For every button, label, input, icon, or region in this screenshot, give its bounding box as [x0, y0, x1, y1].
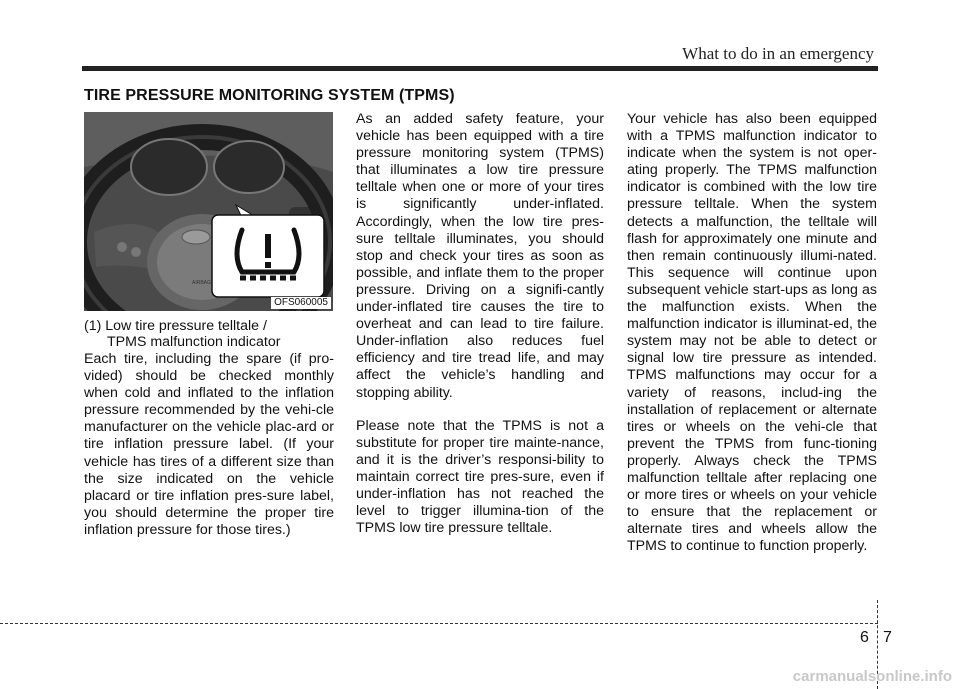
section-title: TIRE PRESSURE MONITORING SYSTEM (TPMS): [84, 87, 455, 104]
column-3: [627, 111, 877, 571]
airbag-label: AIRBAG: [192, 280, 211, 286]
paragraph-not-substitute: Please note that the TPMS is not a substitute for proper tire mainte-nance, and it is the driver’s responsi-bility to maintain correct tire pres-sure, even if under-inflation has not reached the level to trigger illumina-tion of the TPMS low tire pressure telltale.: [356, 417, 604, 537]
caption-line-2: TPMS malfunction indicator: [107, 334, 281, 350]
paragraph-safety-feature: As an added safety feature, your vehicle has been equipped with a tire pressure monitoring system (TPMS) that illuminates a low tire pressure telltale when one or more of your tires is significantly under-inflated. Accordingly, when the low tire pres-sure telltale illuminates, you should stop and check your tires as soon as possible, and inflate them to the proper pressure. Driving on a signifi-cantly under-inflated tire causes the tire to overheat and can lead to tire failure. Under-inflation also reduces fuel efficiency and tire tread life, and may affect the vehicle’s handling and stopping ability.: [356, 111, 604, 401]
caption-line-1: (1) Low tire pressure telltale /: [84, 318, 267, 334]
running-head: What to do in an emergency: [682, 44, 874, 63]
steering-wheel-figure: [84, 112, 333, 311]
steering-wheel-illustration: [84, 112, 333, 311]
footer-rule: [0, 623, 878, 624]
page-number: 7: [883, 629, 892, 646]
figure-code: OFS060005: [271, 297, 331, 309]
chapter-number: 6: [860, 629, 869, 646]
watermark: carmanualsonline.info: [792, 668, 952, 685]
header-rule: [82, 66, 878, 71]
figure-caption: [84, 318, 334, 350]
paragraph-malfunction-indicator: Your vehicle has also been equipped with a TPMS malfunction indicator to indicate when the system is not oper-ating properly. The TPMS malfunction indicator is combined with the low tire pressure telltale. When the system detects a malfunction, the telltale will flash for approximately one minute and then remain continuously illumi-nated. This sequence will continue upon subsequent vehicle start-ups as long as the malfunction exists. When the malfunction indicator is illuminat-ed, the system may not be able to detect or signal low tire pressure as intended. TPMS malfunctions may occur for a variety of reasons, includ-ing the installation of replacement or alternate tires or wheels on the vehi-cle that prevent the TPMS from func-tioning properly. Always check the TPMS malfunction telltale after replacing one or more tires or wheels on your vehicle to ensure that the replacement or alternate tires and wheels allow the TPMS to continue to function properly.: [627, 111, 877, 555]
paragraph-inspection: Each tire, including the spare (if pro-vided) should be checked monthly when cold and inflated to the inflation pressure recommended by the vehi-cle manufacturer on the vehicle plac-ard or tire inflation pressure label. (If your vehicle has tires of a different size than the size indicated on the vehicle placard or tire inflation pres-sure label, you should determine the proper tire inflation pressure for those tires.): [84, 351, 334, 538]
column-2: [356, 111, 604, 553]
column-1: [84, 351, 334, 555]
